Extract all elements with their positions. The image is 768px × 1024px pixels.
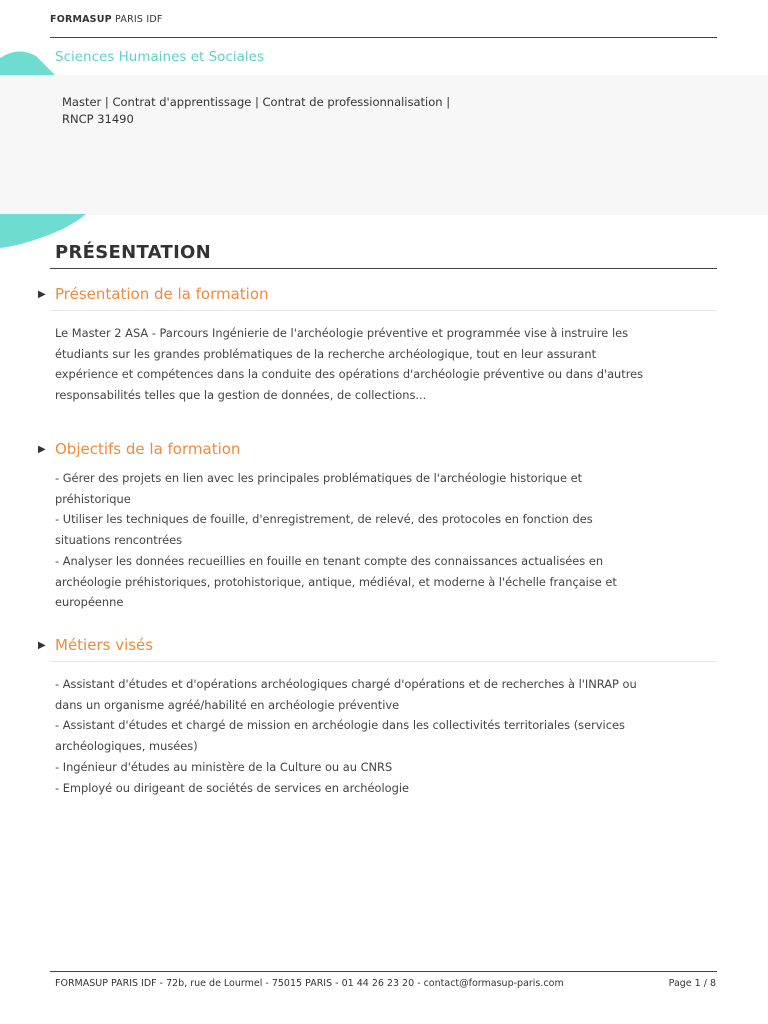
section-divider: [50, 310, 717, 311]
section-objectives-header[interactable]: [38, 440, 240, 458]
subject-title: Sciences Humaines et Sociales: [55, 49, 264, 65]
text-line: - Assistant d'études et d'opérations archéologiques chargé d'opérations et de recherches à l'INRAP ou: [55, 677, 637, 691]
expand-arrow-icon[interactable]: ▶: [38, 288, 46, 300]
text-line: - Utiliser les techniques de fouille, d'enregistrement, de relevé, des protocoles en fonction des: [55, 512, 593, 527]
text-line: archéologiques, musées): [55, 739, 198, 754]
section-careers-header[interactable]: [38, 636, 153, 654]
text-line: préhistorique: [55, 491, 131, 506]
text-line: - Employé ou dirigeant de sociétés de services en archéologie: [55, 780, 410, 795]
text-line: expérience et compétences dans la conduite des opérations d'archéologie préventive ou dans d'autres: [55, 367, 644, 382]
section-presentation-header[interactable]: [38, 285, 269, 303]
section-title: Présentation de la formation: [55, 285, 269, 303]
text-line: européenne: [55, 595, 124, 610]
brand-logo: [50, 14, 163, 25]
page-number: Page 1 / 8: [668, 978, 716, 989]
section-presentation-body: [55, 323, 720, 406]
section-divider: [50, 661, 717, 662]
text-line: étudiants sur les grandes problématiques de la recherche archéologique, tout en leur assurant: [55, 346, 597, 361]
section-objectives-body: [55, 468, 720, 613]
program-types: Master | Contrat d'apprentissage | Contrat de professionnalisation |: [62, 95, 451, 109]
brand-name: FORMASUP: [50, 14, 112, 25]
text-line: archéologie préhistoriques, protohistorique, antique, médiéval, et moderne à l'échelle française et: [55, 574, 617, 589]
program-info: [62, 94, 522, 128]
text-line: - Assistant d'études et chargé de mission en archéologie dans les collectivités territoriales (services: [55, 718, 625, 733]
footer-divider: [50, 971, 717, 972]
text-line: - Analyser les données recueillies en fouille en tenant compte des connaissances actualisées en: [55, 553, 604, 568]
text-line: situations rencontrées: [55, 533, 183, 548]
text-line: Le Master 2 ASA - Parcours Ingénierie de l'archéologie préventive et programmée vise à instruire les: [55, 326, 629, 340]
header-divider: [50, 37, 717, 38]
section-title: Métiers visés: [55, 636, 154, 654]
text-line: - Gérer des projets en lien avec les principales problématiques de l'archéologie historique et: [55, 471, 583, 485]
footer-address: FORMASUP PARIS IDF - 72b, rue de Lourmel - 75015 PARIS - 01 44 26 23 20 - contact@formasup-paris.com: [55, 978, 564, 989]
expand-arrow-icon[interactable]: ▶: [38, 639, 46, 651]
text-line: dans un organisme agréé/habilité en archéologie préventive: [55, 697, 400, 712]
section-careers-body: [55, 674, 720, 798]
rncp-code: RNCP 31490: [62, 112, 134, 126]
expand-arrow-icon[interactable]: ▶: [38, 443, 46, 455]
text-line: responsabilités telles que la gestion de données, de collections...: [55, 388, 427, 403]
section-title: Objectifs de la formation: [55, 440, 241, 458]
brand-region: PARIS IDF: [115, 14, 163, 25]
presentation-heading: PRÉSENTATION: [55, 242, 212, 263]
teal-accent-shape-top: [0, 50, 60, 76]
text-line: - Ingénieur d'études au ministère de la Culture ou au CNRS: [55, 759, 393, 774]
presentation-divider: [50, 268, 717, 269]
